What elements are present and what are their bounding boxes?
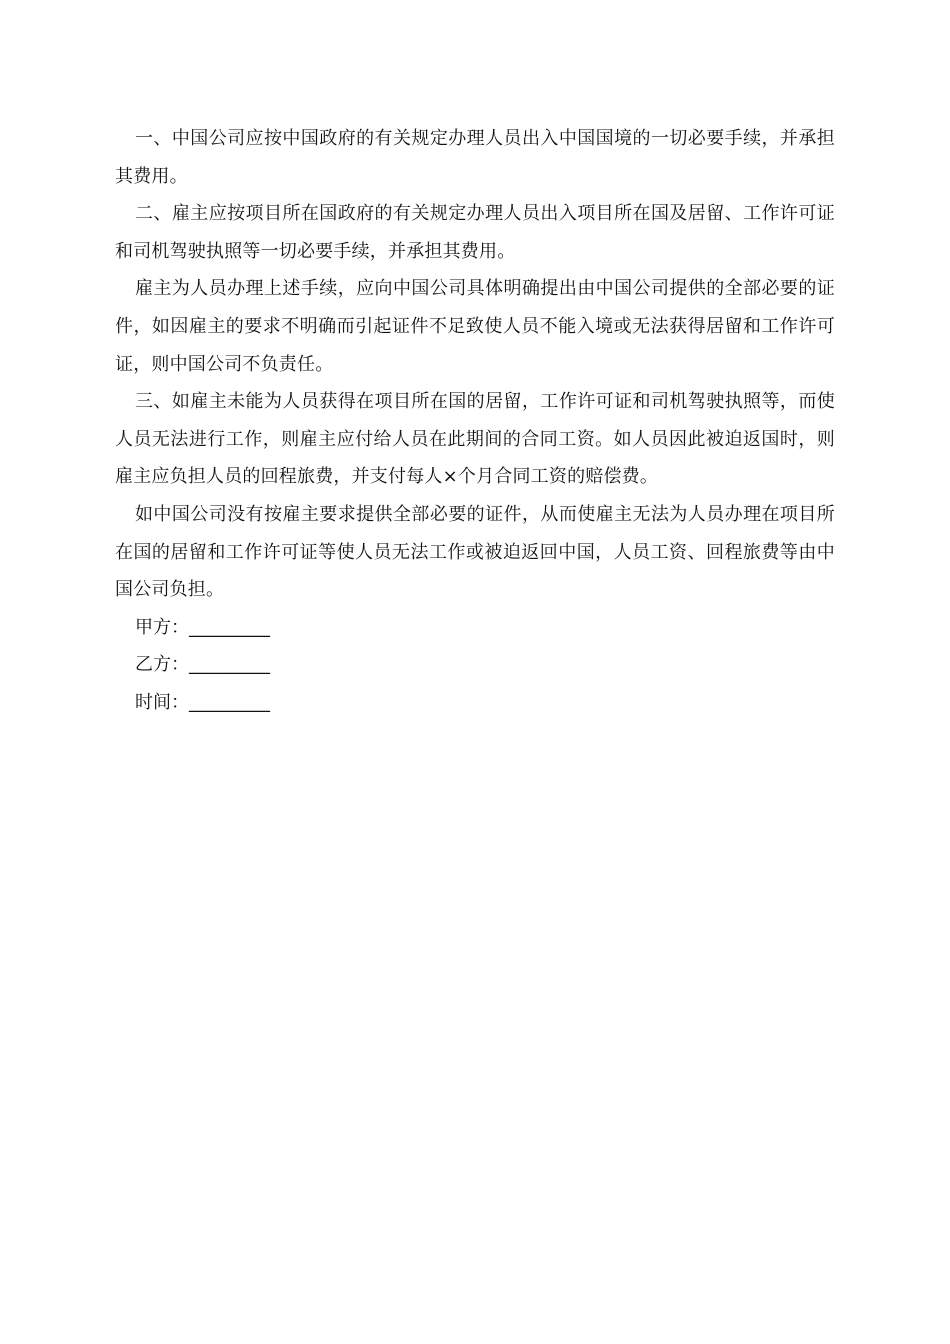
date-label: 时间： <box>135 691 189 713</box>
date-blank: _________ <box>189 691 270 713</box>
document-body <box>115 120 835 722</box>
party-a-label: 甲方： <box>135 616 189 638</box>
signature-party-b <box>115 646 835 684</box>
signature-party-a <box>115 609 835 647</box>
clause-2-note-paragraph: 雇主为人员办理上述手续，应向中国公司具体明确提出由中国公司提供的全部必要的证件，如因雇主的要求不明确而引起证件不足致使人员不能入境或无法获得居留和工作许可证，则中国公司不负责任。 <box>115 278 835 375</box>
party-b-blank: _________ <box>189 654 270 676</box>
clause-3-paragraph: 三、如雇主未能为人员获得在项目所在国的居留，工作许可证和司机驾驶执照等，而使人员无法进行工作，则雇主应付给人员在此期间的合同工资。如人员因此被迫返国时，则雇主应负担人员的回程旅费，并支付每人×个月合同工资的赔偿费。 <box>115 391 835 488</box>
signature-date <box>115 684 835 722</box>
clause-2-paragraph: 二、雇主应按项目所在国政府的有关规定办理人员出入项目所在国及居留、工作许可证和司机驾驶执照等一切必要手续，并承担其费用。 <box>115 203 835 262</box>
clause-3-note-paragraph: 如中国公司没有按雇主要求提供全部必要的证件，从而使雇主无法为人员办理在项目所在国的居留和工作许可证等使人员无法工作或被迫返回中国，人员工资、回程旅费等由中国公司负担。 <box>115 503 835 601</box>
party-a-blank: _________ <box>189 616 270 638</box>
party-b-label: 乙方： <box>135 654 189 676</box>
clause-1-paragraph: 一、中国公司应按中国政府的有关规定办理人员出入中国国境的一切必要手续，并承担其费用。 <box>115 128 835 187</box>
